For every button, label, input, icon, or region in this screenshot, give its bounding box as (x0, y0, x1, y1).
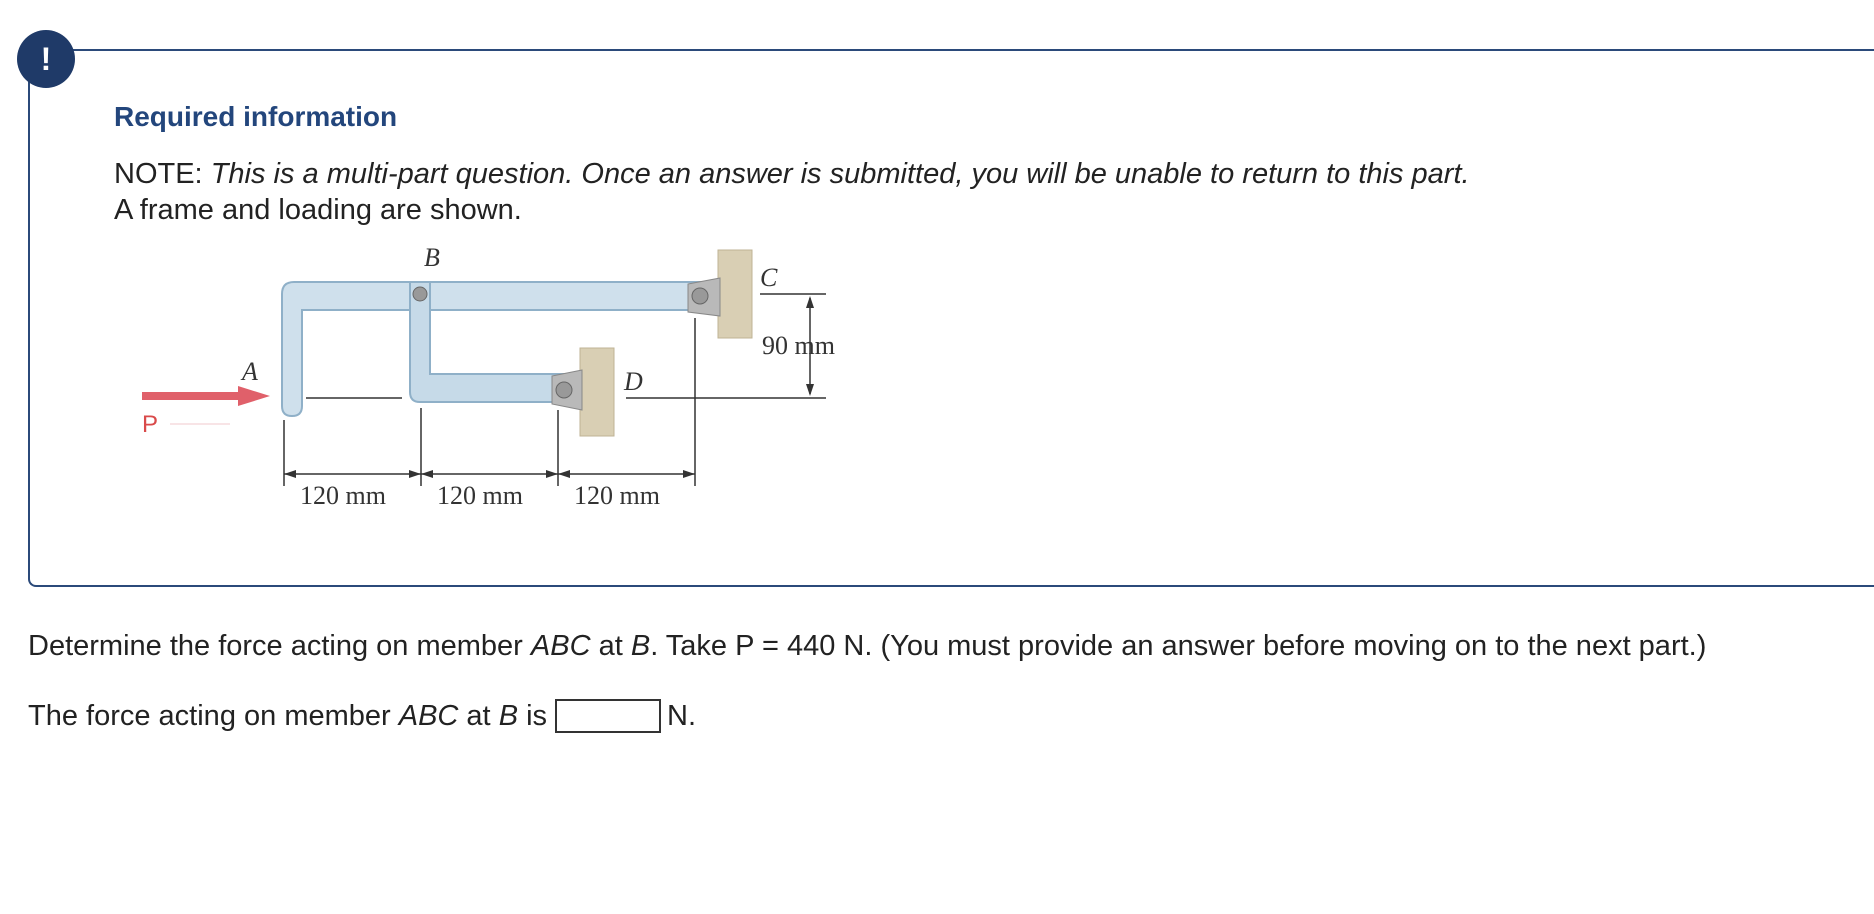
frame-figure (130, 238, 890, 518)
note-label: NOTE: (114, 158, 203, 190)
dim-120mm-1: 120 mm (300, 481, 386, 510)
note-text (114, 158, 1470, 191)
answer-member: ABC (398, 699, 459, 732)
exclamation-icon: ! (17, 30, 75, 88)
answer-row (28, 699, 696, 733)
pin-c (692, 288, 708, 304)
question-point: B (630, 630, 651, 662)
label-p: P (142, 411, 159, 438)
required-info-title: Required information (114, 101, 398, 132)
force-answer-input[interactable] (555, 699, 661, 733)
figure-description: A frame and loading are shown. (114, 194, 522, 226)
question-part: Determine the force acting on member (28, 630, 531, 662)
support-d (580, 348, 614, 436)
answer-mid: at (458, 699, 499, 732)
dim-120mm-3: 120 mm (574, 481, 660, 510)
label-c: C (760, 263, 778, 292)
answer-prefix: The force acting on member (28, 699, 399, 732)
question-member: ABC (530, 630, 591, 662)
pin-d (556, 382, 572, 398)
question-part: . Take P = 440 N. (You must provide an answer before moving on to the next part.) (650, 630, 1707, 662)
note-body: This is a multi-part question. Once an answer is submitted, you will be unable to return to this part. (210, 158, 1470, 190)
answer-is: is (518, 699, 548, 732)
dim-120mm-2: 120 mm (437, 481, 523, 510)
pin-b (413, 287, 427, 301)
answer-unit: N. (667, 699, 697, 732)
support-c (718, 250, 752, 338)
question-text (28, 630, 1706, 663)
label-d: D (624, 367, 643, 396)
label-b: B (424, 243, 440, 272)
question-part: at (590, 630, 631, 662)
answer-point: B (498, 699, 519, 732)
label-a: A (242, 357, 258, 386)
dim-90mm: 90 mm (762, 331, 835, 360)
